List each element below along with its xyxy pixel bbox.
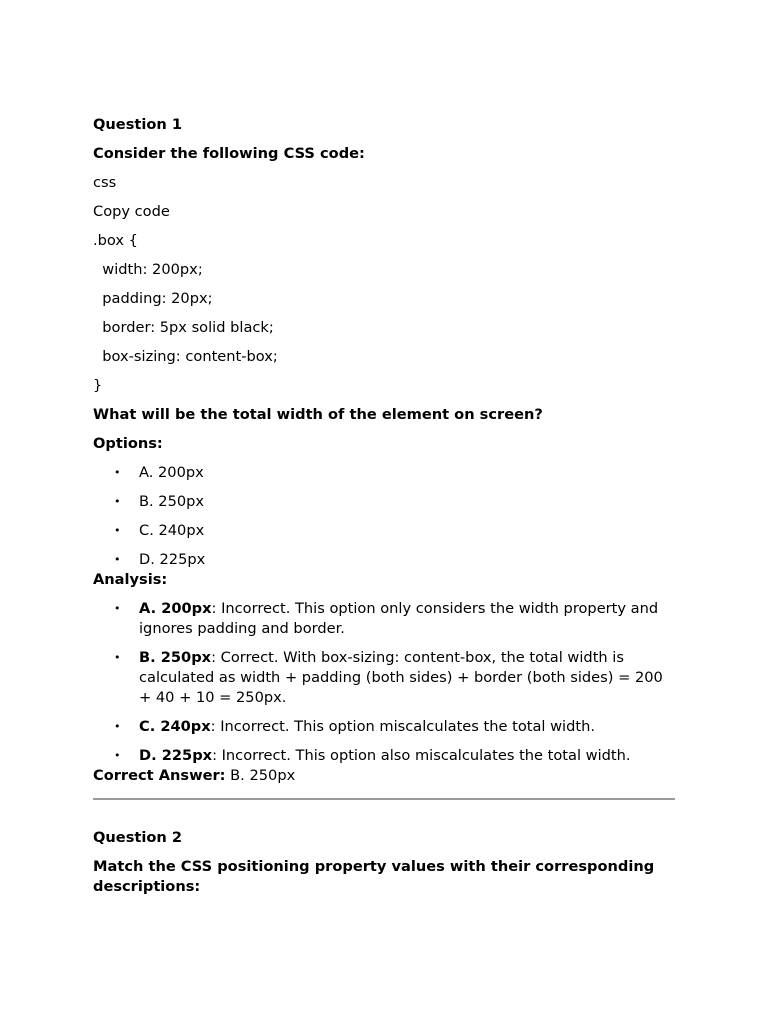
analysis-list bbox=[93, 599, 675, 766]
analysis-item-b bbox=[139, 648, 675, 708]
option-b: • B. 250px bbox=[139, 492, 675, 512]
option-a: • A. 200px bbox=[139, 463, 675, 483]
options-list bbox=[93, 463, 675, 570]
copy-code-button[interactable]: Copy code bbox=[93, 203, 170, 220]
options-heading: Options: bbox=[93, 435, 163, 452]
analysis-text: : Incorrect. This option also miscalculates the total width. bbox=[212, 747, 631, 764]
option-c: • C. 240px bbox=[139, 521, 675, 541]
code-line: } bbox=[93, 377, 103, 394]
analysis-heading: Analysis: bbox=[93, 571, 168, 588]
analysis-text: : Incorrect. This option only considers the width property and ignores padding and border. bbox=[139, 600, 659, 637]
analysis-item-a bbox=[139, 599, 675, 639]
section-divider bbox=[93, 798, 675, 800]
code-line: .box { bbox=[93, 232, 138, 249]
correct-answer-value: B. 250px bbox=[225, 767, 296, 784]
correct-answer bbox=[93, 766, 675, 786]
analysis-item-c bbox=[139, 717, 675, 737]
analysis-key: B. 250px bbox=[139, 649, 212, 666]
analysis-text: : Correct. With box-sizing: content-box, the total width is calculated as width + padding (both sides) + border (both sides) = 200 + 40 + 10 = 250px. bbox=[139, 649, 663, 706]
question-2-heading: Question 2 bbox=[93, 829, 183, 846]
analysis-key: D. 225px bbox=[139, 747, 213, 764]
analysis-text: : Incorrect. This option miscalculates the total width. bbox=[210, 718, 595, 735]
question-1-heading: Question 1 bbox=[93, 116, 183, 133]
analysis-key: A. 200px bbox=[139, 600, 212, 617]
question-1-text: What will be the total width of the element on screen? bbox=[93, 406, 543, 423]
question-2-prompt: Match the CSS positioning property values with their corresponding descriptions: bbox=[93, 858, 655, 895]
analysis-item-d bbox=[139, 746, 675, 766]
code-language-label: css bbox=[93, 174, 117, 191]
document-page bbox=[93, 115, 675, 906]
analysis-key: C. 240px bbox=[139, 718, 211, 735]
code-line: box-sizing: content-box; bbox=[93, 348, 278, 365]
code-line: border: 5px solid black; bbox=[93, 319, 274, 336]
code-line: width: 200px; bbox=[93, 261, 203, 278]
question-1-prompt: Consider the following CSS code: bbox=[93, 145, 365, 162]
code-line: padding: 20px; bbox=[93, 290, 213, 307]
option-d: • D. 225px bbox=[139, 550, 675, 570]
correct-answer-label: Correct Answer: bbox=[93, 767, 226, 784]
code-block bbox=[93, 231, 675, 396]
